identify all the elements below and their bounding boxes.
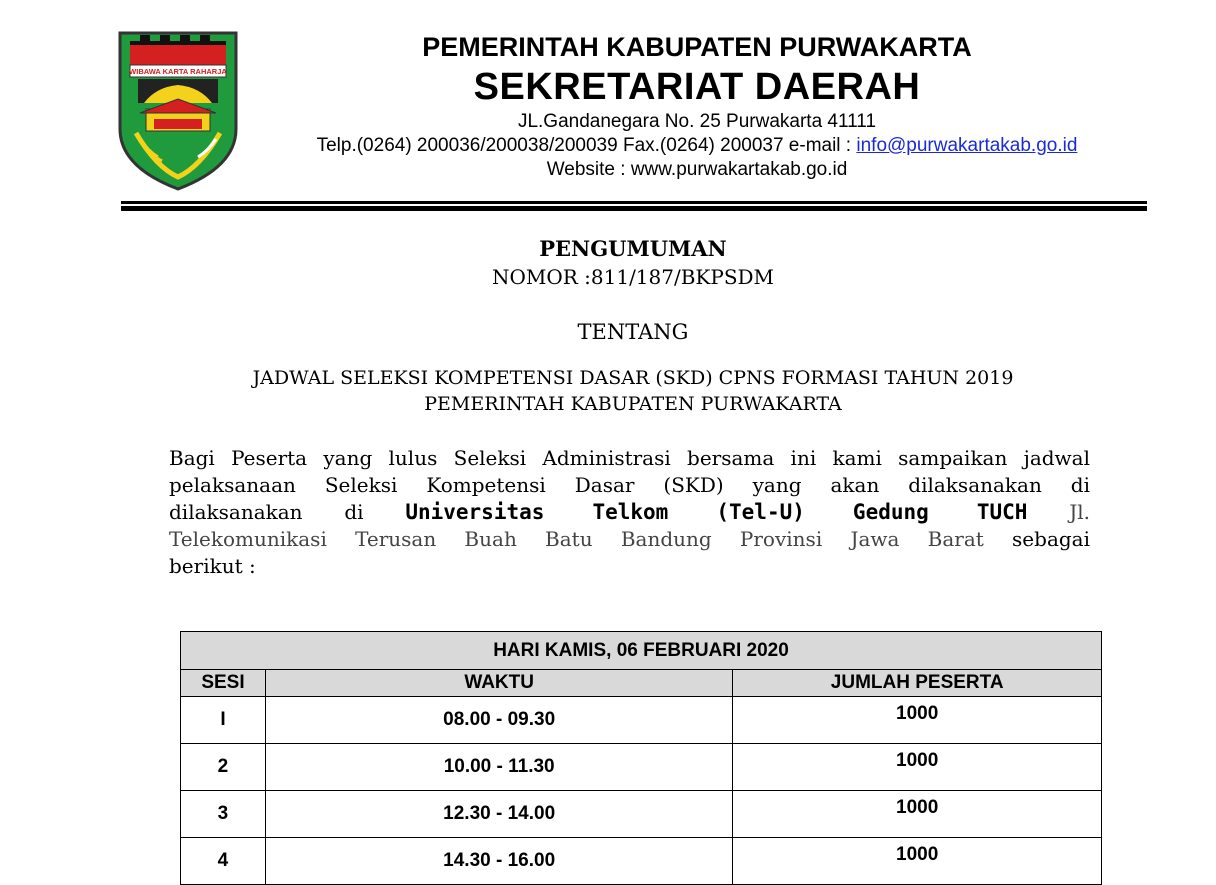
header-divider-thin [121, 201, 1147, 204]
subject-line-1: JADWAL SELEKSI KOMPETENSI DASAR (SKD) CPNS FORMASI TAHUN 2019 [252, 367, 1014, 389]
table-row: 4 14.30 - 16.00 1000 [181, 838, 1102, 885]
about-label: TENTANG [577, 320, 689, 344]
subject-line-2: PEMERINTAH KABUPATEN PURWAKARTA [424, 393, 842, 415]
svg-text:WIBAWA KARTA RAHARJA: WIBAWA KARTA RAHARJA [129, 67, 227, 76]
office-name: SEKRETARIAT DAERAH [473, 66, 921, 108]
header-waktu: WAKTU [265, 670, 732, 697]
table-row: 3 12.30 - 14.00 1000 [181, 791, 1102, 838]
table-row: I 08.00 - 09.30 1000 [181, 697, 1102, 744]
announcement-title: PENGUMUMAN [539, 236, 727, 261]
announcement-number: NOMOR :811/187/BKPSDM [491, 265, 775, 289]
body-line-4: Telekomunikasi Terusan Buah Batu Bandung Provinsi Jawa Barat sebagai [169, 527, 1090, 551]
office-address: JL.Gandanegara No. 25 Purwakarta 41111 [517, 111, 877, 132]
body-line-5: berikut : [169, 554, 256, 578]
body-line-3: dilaksanakan di Universitas Telkom (Tel-U) Gedung TUCH Jl. [169, 500, 1090, 524]
body-line-2: pelaksanaan Seleksi Kompetensi Dasar (SKD) yang akan dilaksanakan di [169, 473, 1090, 497]
table-row: 2 10.00 - 11.30 1000 [181, 744, 1102, 791]
header-sesi: SESI [181, 670, 266, 697]
government-name: PEMERINTAH KABUPATEN PURWAKARTA [422, 32, 972, 62]
website-line: Website : www.purwakartakab.go.id [546, 159, 848, 180]
body-line-1: Bagi Peserta yang lulus Seleksi Administrasi bersama ini kami sampaikan jadwal [169, 446, 1090, 470]
body-paragraph [169, 445, 1090, 580]
schedule-date-caption: HARI KAMIS, 06 FEBRUARI 2020 [181, 632, 1102, 670]
header-jumlah: JUMLAH PESERTA [733, 670, 1102, 697]
email-link[interactable]: info@purwakartakab.go.id [856, 135, 1078, 156]
venue-name: Universitas Telkom (Tel-U) Gedung TUCH [405, 500, 1028, 524]
header-divider-thick [121, 206, 1147, 211]
venue-address: Telekomunikasi Terusan Buah Batu Bandung Provinsi Jawa Barat [169, 527, 984, 551]
purwakarta-emblem-logo [116, 27, 240, 191]
contact-line [290, 135, 1104, 157]
schedule-table [180, 631, 1102, 885]
phone-fax-text: Telp.(0264) 200036/200038/200039 Fax.(0264) 200037 e-mail : [316, 135, 852, 156]
